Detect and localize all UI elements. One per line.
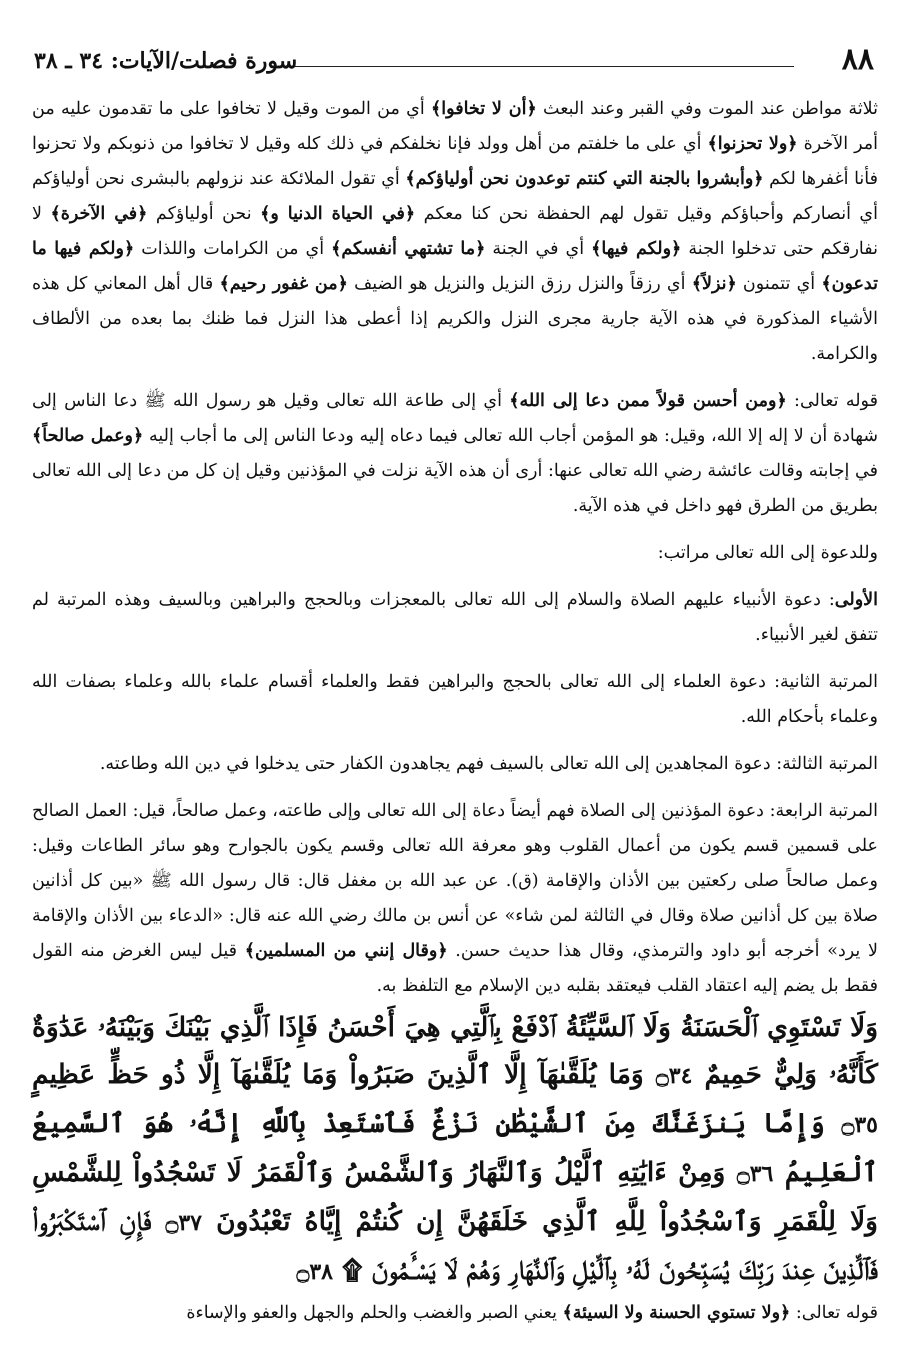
- text-run: أي في الجنة: [485, 239, 592, 259]
- quoted-phrase: ﴿أن لا تخافوا﴾: [431, 99, 537, 119]
- text-run: قيل ليس الغرض منه القول فقط بل يضم إليه اعتقاد القلب فيعتقد بقلبه دين الإسلام مع التلفظ به.: [32, 941, 878, 996]
- text-run: قال أهل المعاني كل هذه الأشياء المذكورة في هذه الآية جارية مجرى النزل والكريم إذا أعطى هذا النزل فما ظنك بما بعده من الألطاف والكرامة.: [32, 274, 878, 364]
- quoted-phrase: ﴿ومن أحسن قولاً ممن دعا إلى الله﴾: [509, 391, 787, 411]
- verse-text: فَإِنِ ٱسْتَكْبَرُواْ فَٱلَّذِينَ عِندَ رَبِّكَ يُسَبِّحُونَ لَهُۥ بِٱلَّيْلِ وَٱلنَّهَارِ وَهُمْ لَا يَسْـَٔمُونَ ۩: [32, 1206, 878, 1286]
- quoted-phrase: ﴿في الحياة الدنيا و﴾: [260, 204, 416, 224]
- verse-text: وَمَا يُلَقَّىٰهَآ إِلَّا ٱلَّذِينَ صَبَرُواْ وَمَا يُلَقَّىٰهَآ إِلَّا ذُو حَظٍّ عَظِيمٍ: [32, 1059, 644, 1090]
- quoted-phrase: ﴿من غفور رحيم﴾: [219, 274, 348, 294]
- text-run: المرتبة الثانية: دعوة العلماء إلى الله تعالى بالحجج والبراهين فقط والعلماء أقسام علماء بالله وعلماء بصفات الله وعلماء بأحكام الله.: [32, 672, 878, 727]
- page-number: ٨٨: [841, 42, 874, 77]
- text-run: أي على ما خلفتم من أهل وولد فإنا نخلفكم في ذلك كله وقيل لا تخافوا من ذنوبكم ولا تحزنوا فأنا أغفرها لكم: [32, 134, 878, 189]
- paragraph: [32, 747, 878, 782]
- quoted-phrase: ﴿نزلاً﴾: [691, 274, 737, 294]
- text-run: وللدعوة إلى الله تعالى مراتب:: [657, 543, 878, 563]
- text-run: أي تتمنون: [736, 274, 822, 294]
- verse-number: ۝٣٦: [736, 1161, 774, 1187]
- quran-verses: [32, 1004, 878, 1296]
- text-run: : دعوة الأنبياء عليهم الصلاة والسلام إلى الله تعالى بالمعجزات وبالحجج والبراهين وبالسيف وهذه المرتبة لم تتفق لغير الأنبياء.: [32, 590, 878, 645]
- paragraph: [32, 794, 878, 1004]
- final-paragraph: [32, 1296, 878, 1331]
- text-run: أي إلى طاعة الله تعالى وقيل هو رسول الله ﷺ دعا الناس إلى شهادة أن لا إله إلا الله، وقيل: هو المؤمن أجاب الله تعالى فيما دعاه إليه ودعا الناس إلى ما أجاب إليه: [32, 391, 878, 446]
- header-rule: [294, 66, 794, 67]
- paragraph: [32, 583, 878, 653]
- text-run: المرتبة الرابعة: دعوة المؤذنين إلى الصلاة فهم أيضاً دعاة إلى الله تعالى وإلى طاعته، وعمل صالحاً، قيل: العمل الصالح على قسمين قسم يكون من أعمال القلوب وهو معرفة الله تعالى وقسم يكون بالجوارح وهو سائر الطاعات وقيل: وعمل صالحاً صلى ركعتين بين الأذان والإقامة (ق). عن عبد الله بن مغفل قال: قال رسول الله ﷺ «بين كل أذانين صلاة بين كل أذانين صلاة وقال في الثالثة لمن شاء» عن أنس بن مالك رضي الله عنه قال: «الدعاء بين الأذان والإقامة لا يرد» أخرجه أبو داود والترمذي، وقال هذا حديث حسن.: [32, 801, 878, 961]
- text-run: نحن أولياؤكم: [147, 204, 261, 224]
- quoted-phrase: ﴿وعمل صالحاً﴾: [32, 426, 144, 446]
- verse-number: ۝٣٥: [841, 1112, 878, 1138]
- text-run: قوله تعالى:: [786, 391, 878, 411]
- quoted-phrase: ﴿ولا تحزنوا﴾: [707, 134, 798, 154]
- verse-text: وَمِنْ ءَايَٰتِهِ ٱلَّيْلُ وَٱلنَّهَارُ وَٱلشَّمْسُ وَٱلْقَمَرُ لَا تَسْجُدُواْ لِلشَّمْسِ وَلَا لِلْقَمَرِ وَٱسْجُدُواْ لِلَّهِ ٱلَّذِي خَلَقَهُنَّ إِن كُنتُمْ إِيَّاهُ تَعْبُدُونَ: [32, 1157, 878, 1237]
- page-header: [34, 40, 874, 80]
- quoted-phrase: الأولى: [834, 590, 878, 610]
- quoted-phrase: ﴿ولكم فيها ما تدعون﴾: [32, 239, 878, 294]
- quoted-phrase: ﴿ولا تستوي الحسنة ولا السيئة﴾: [562, 1303, 791, 1323]
- verse-text: وَلَا تَسْتَوِي ٱلْحَسَنَةُ وَلَا ٱلسَّيِّئَةُ ٱدْفَعْ بِٱلَّتِي هِيَ أَحْسَنُ فَإِذَا ٱلَّذِي بَيْنَكَ وَبَيْنَهُۥ عَدَٰوَةٌ كَأَنَّهُۥ وَلِيٌّ حَمِيمٌ: [32, 1012, 878, 1090]
- paragraph: [32, 665, 878, 735]
- verse-number: ۝٣٤: [655, 1063, 693, 1089]
- text-run: أي من الكرامات واللذات: [134, 239, 332, 259]
- paragraph: [32, 384, 878, 524]
- page-body: [32, 92, 878, 1331]
- quoted-phrase: ﴿ما تشتهي أنفسكم﴾: [331, 239, 486, 259]
- running-head: سورة فصلت/الآيات: ٣٤ ـ ٣٨: [34, 48, 298, 74]
- text-run: قوله تعالى:: [790, 1303, 878, 1323]
- text-run: أي رزقاً والنزل رزق النزيل والنزيل هو الضيف: [347, 274, 692, 294]
- text-run: ثلاثة مواطن عند الموت وفي القبر وعند البعث: [536, 99, 878, 119]
- text-run: يعني الصبر والغضب والحلم والجهل والعفو والإساءة: [186, 1303, 563, 1323]
- verse-number: ۝٣٨: [296, 1259, 333, 1285]
- verse-text: وَإِمَّا يَنزَغَنَّكَ مِنَ ٱلشَّيْطَٰنِ نَزْغٌ فَٱسْتَعِذْ بِٱللَّهِ إِنَّهُۥ هُوَ ٱلسَّمِيعُ ٱلْعَلِيمُ: [32, 1108, 878, 1188]
- commentary-text: [32, 92, 878, 1004]
- quoted-phrase: ﴿وأبشروا بالجنة التي كنتم توعدون نحن أولياؤكم﴾: [405, 169, 764, 189]
- text-run: في إجابته وقالت عائشة رضي الله تعالى عنها: أرى أن هذه الآية نزلت في المؤذنين وقيل إن كل من دعا إلى الله تعالى بطريق من الطرق فهو داخل في هذه الآية.: [32, 461, 878, 516]
- paragraph: [32, 536, 878, 571]
- text-run: أي تقول الملائكة عند نزولهم بالبشرى نحن أولياؤكم أي أنصاركم وأحباؤكم وقيل تقول لهم الحفظة نحن كنا معكم: [32, 169, 878, 224]
- quoted-phrase: ﴿ولكم فيها﴾: [591, 239, 682, 259]
- verse-number: ۝٣٧: [165, 1210, 202, 1236]
- quoted-phrase: ﴿وقال إنني من المسلمين﴾: [244, 941, 448, 961]
- quoted-phrase: ﴿في الآخرة﴾: [50, 204, 148, 224]
- text-run: لا نفارقكم حتى تدخلوا الجنة: [32, 204, 878, 259]
- text-run: أي من الموت وقيل لا تخافوا على ما تقدمون عليه من أمر الآخرة: [32, 99, 878, 154]
- text-run: المرتبة الثالثة: دعوة المجاهدين إلى الله تعالى بالسيف فهم يجاهدون الكفار حتى يدخلوا في دين الله وطاعته.: [99, 754, 878, 774]
- paragraph: [32, 92, 878, 372]
